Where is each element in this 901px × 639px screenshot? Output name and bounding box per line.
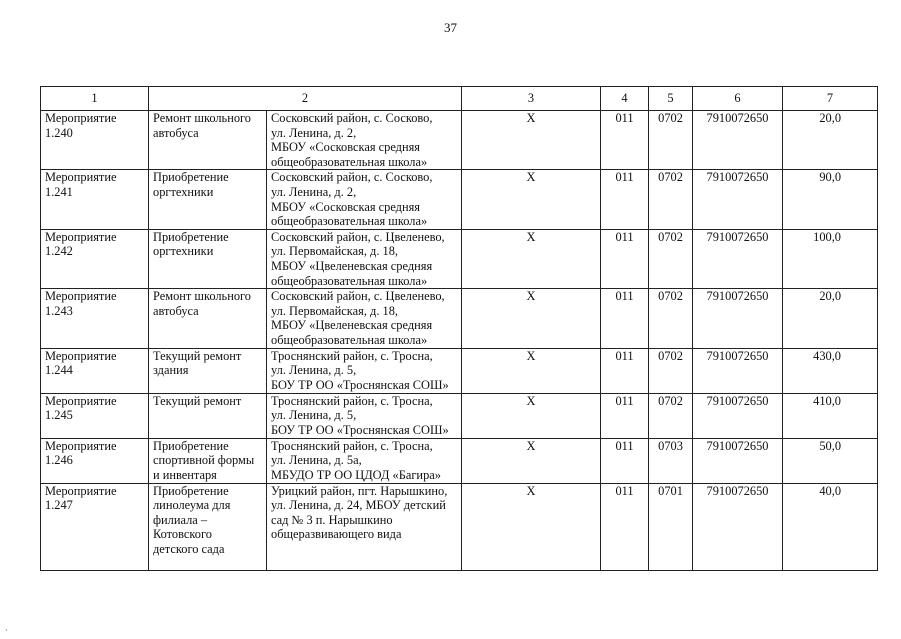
col6-cell: 7910072650	[693, 170, 783, 229]
scan-mark: ·	[5, 626, 8, 635]
col5-cell: 0702	[649, 348, 693, 393]
col5-cell: 0702	[649, 229, 693, 288]
col-header-3: 3	[462, 87, 601, 111]
col-header-5: 5	[649, 87, 693, 111]
amount-cell: 430,0	[783, 348, 878, 393]
address-cell: Сосковский район, с. Сосково, ул. Ленина, д. 2, МБОУ «Сосковская средняя общеобразовательная школа»	[267, 170, 462, 229]
event-cell: Мероприятие 1.241	[41, 170, 149, 229]
col-header-7: 7	[783, 87, 878, 111]
event-cell: Мероприятие 1.243	[41, 289, 149, 348]
col4-cell: 011	[601, 111, 649, 170]
amount-cell: 40,0	[783, 483, 878, 570]
col4-cell: 011	[601, 348, 649, 393]
table-row	[41, 483, 878, 570]
purpose-cell: Текущий ремонт	[149, 393, 267, 438]
purpose-cell: Приобретение оргтехники	[149, 170, 267, 229]
table-row	[41, 170, 878, 229]
purpose-cell: Текущий ремонт здания	[149, 348, 267, 393]
col3-cell: Х	[462, 438, 601, 483]
col3-cell: Х	[462, 229, 601, 288]
col-header-6: 6	[693, 87, 783, 111]
col6-cell: 7910072650	[693, 111, 783, 170]
col5-cell: 0702	[649, 170, 693, 229]
event-cell: Мероприятие 1.244	[41, 348, 149, 393]
address-cell: Сосковский район, с. Цвеленево, ул. Первомайская, д. 18, МБОУ «Цвеленевская средняя общеобразовательная школа»	[267, 289, 462, 348]
col5-cell: 0703	[649, 438, 693, 483]
col6-cell: 7910072650	[693, 393, 783, 438]
event-cell: Мероприятие 1.246	[41, 438, 149, 483]
address-cell: Троснянский район, с. Тросна, ул. Ленина, д. 5, БОУ ТР ОО «Троснянская СОШ»	[267, 393, 462, 438]
col-header-4: 4	[601, 87, 649, 111]
table-row	[41, 229, 878, 288]
table-row	[41, 438, 878, 483]
amount-cell: 20,0	[783, 111, 878, 170]
header-row	[41, 87, 878, 111]
col6-cell: 7910072650	[693, 229, 783, 288]
event-cell: Мероприятие 1.242	[41, 229, 149, 288]
col6-cell: 7910072650	[693, 348, 783, 393]
col4-cell: 011	[601, 170, 649, 229]
col6-cell: 7910072650	[693, 289, 783, 348]
col5-cell: 0702	[649, 289, 693, 348]
event-cell: Мероприятие 1.240	[41, 111, 149, 170]
address-cell: Троснянский район, с. Тросна, ул. Ленина, д. 5, БОУ ТР ОО «Троснянская СОШ»	[267, 348, 462, 393]
event-cell: Мероприятие 1.247	[41, 483, 149, 570]
col5-cell: 0702	[649, 393, 693, 438]
amount-cell: 20,0	[783, 289, 878, 348]
event-cell: Мероприятие 1.245	[41, 393, 149, 438]
address-cell: Урицкий район, пгт. Нарышкино, ул. Ленина, д. 24, МБОУ детский сад № 3 п. Нарышкино общеразвивающего вида	[267, 483, 462, 570]
col4-cell: 011	[601, 393, 649, 438]
col4-cell: 011	[601, 438, 649, 483]
col5-cell: 0702	[649, 111, 693, 170]
col3-cell: Х	[462, 170, 601, 229]
col-header-1: 1	[41, 87, 149, 111]
col4-cell: 011	[601, 229, 649, 288]
address-cell: Сосковский район, с. Цвеленево, ул. Первомайская, д. 18, МБОУ «Цвеленевская средняя общеобразовательная школа»	[267, 229, 462, 288]
purpose-cell: Приобретение линолеума для филиала – Котовского детского сада	[149, 483, 267, 570]
table-row	[41, 348, 878, 393]
purpose-cell: Ремонт школьного автобуса	[149, 289, 267, 348]
amount-cell: 100,0	[783, 229, 878, 288]
page-number: 37	[444, 20, 457, 35]
col4-cell: 011	[601, 483, 649, 570]
table-row	[41, 393, 878, 438]
col3-cell: Х	[462, 111, 601, 170]
col3-cell: Х	[462, 348, 601, 393]
col-header-2: 2	[149, 87, 462, 111]
address-cell: Троснянский район, с. Тросна, ул. Ленина, д. 5а, МБУДО ТР ОО ЦДОД «Багира»	[267, 438, 462, 483]
amount-cell: 90,0	[783, 170, 878, 229]
address-cell: Сосковский район, с. Сосково, ул. Ленина, д. 2, МБОУ «Сосковская средняя общеобразовательная школа»	[267, 111, 462, 170]
purpose-cell: Приобретение оргтехники	[149, 229, 267, 288]
purpose-cell: Приобретение спортивной формы и инвентаря	[149, 438, 267, 483]
purpose-cell: Ремонт школьного автобуса	[149, 111, 267, 170]
col3-cell: Х	[462, 483, 601, 570]
budget-table	[40, 86, 878, 571]
col3-cell: Х	[462, 393, 601, 438]
table-row	[41, 289, 878, 348]
amount-cell: 50,0	[783, 438, 878, 483]
col6-cell: 7910072650	[693, 438, 783, 483]
col6-cell: 7910072650	[693, 483, 783, 570]
table-row	[41, 111, 878, 170]
col4-cell: 011	[601, 289, 649, 348]
col3-cell: Х	[462, 289, 601, 348]
amount-cell: 410,0	[783, 393, 878, 438]
col5-cell: 0701	[649, 483, 693, 570]
